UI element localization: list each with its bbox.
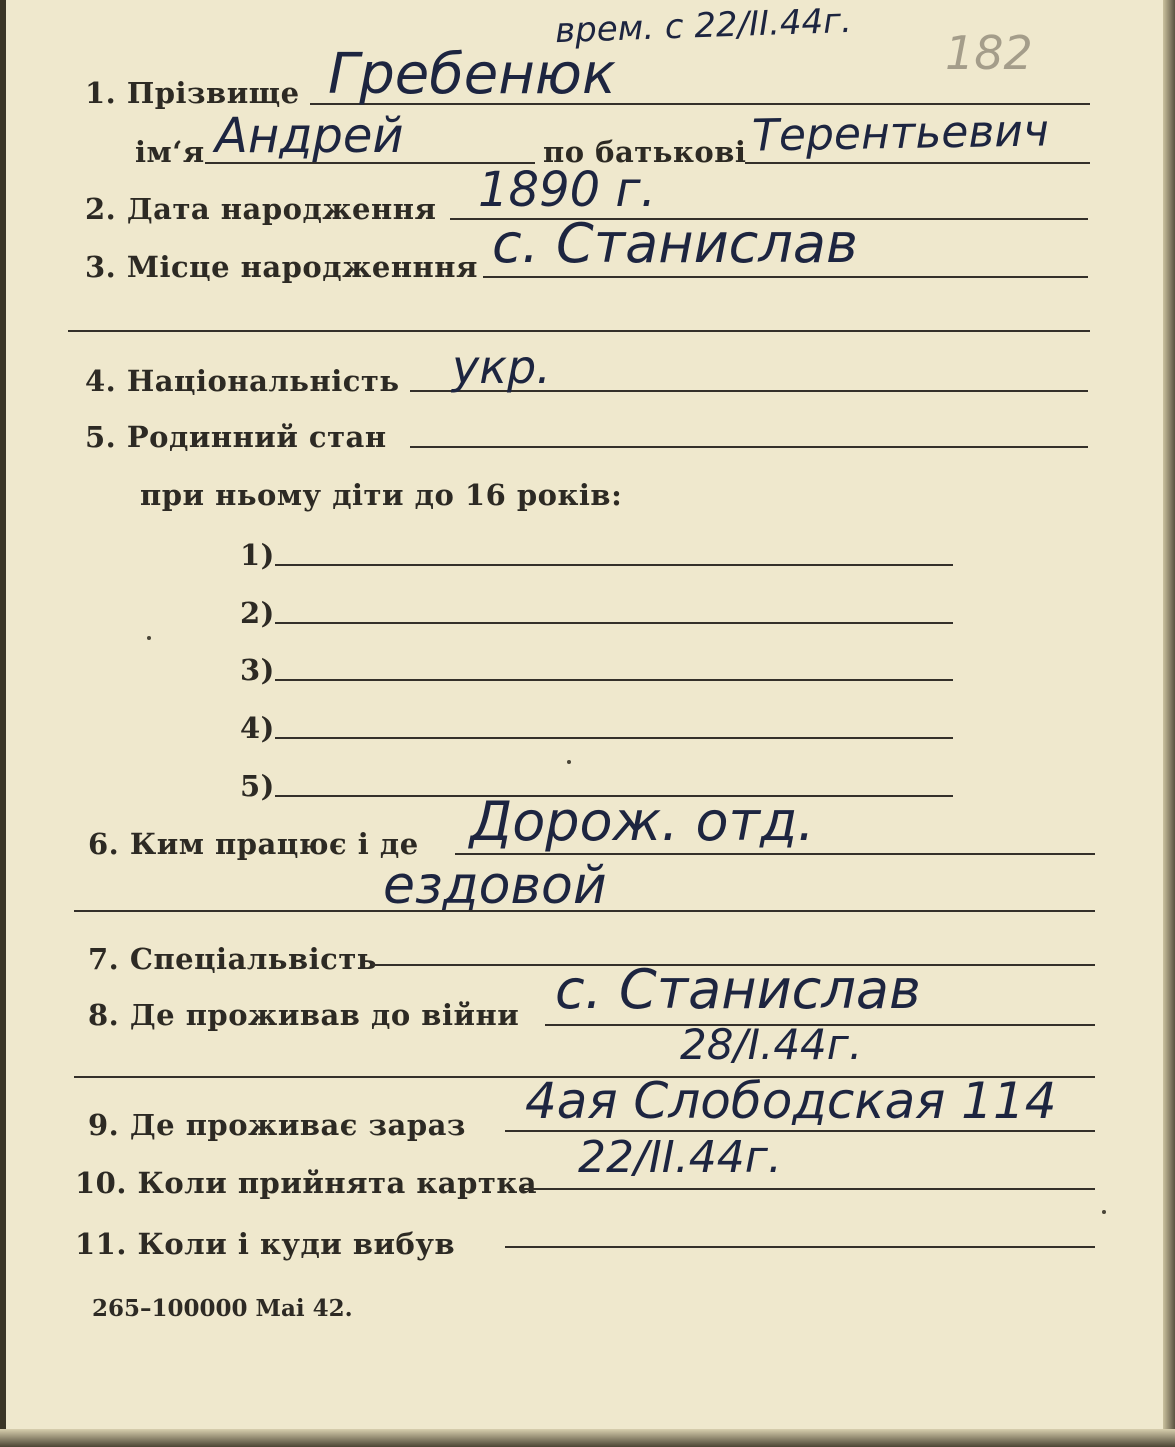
child-3-label: 3) [240, 653, 275, 687]
child-4-label: 4) [240, 711, 275, 745]
marital-status-label: 5. Родинний стан [85, 420, 387, 454]
card-accepted-line [520, 1188, 1095, 1190]
birth-date-label: 2. Дата народження [85, 192, 437, 226]
card-edge-bottom [0, 1429, 1175, 1447]
nationality-label: 4. Національність [85, 364, 400, 398]
current-residence-label: 9. Де проживає зараз [88, 1108, 466, 1142]
child-1-line [275, 564, 953, 566]
card-accepted-label: 10. Коли прийнята картка [75, 1166, 538, 1200]
child-1-label: 1) [240, 538, 275, 572]
child-2-label: 2) [240, 596, 275, 630]
birth-place-line [483, 276, 1088, 278]
print-run-imprint: 265–100000 Mai 42. [92, 1295, 353, 1322]
birth-place-value: с. Станислав [492, 212, 858, 275]
corner-number: 182 [945, 26, 1033, 80]
child-3-line [275, 679, 953, 681]
card-edge-left [0, 0, 6, 1447]
paper-speck [567, 760, 571, 764]
prewar-residence-label: 8. Де проживав до війни [88, 998, 520, 1032]
occupation-line [455, 853, 1095, 855]
name-value: Андрей [215, 108, 404, 164]
departure-line [505, 1246, 1095, 1248]
birth-place-line-2 [68, 330, 1090, 332]
departure-label: 11. Коли і куди вибув [75, 1227, 456, 1261]
nationality-value: укр. [452, 340, 551, 394]
surname-label: 1. Прізвище [85, 76, 300, 110]
birth-date-value: 1890 г. [478, 162, 656, 218]
patronymic-value: Терентьевич [751, 105, 1050, 162]
name-label: ім‘я [135, 135, 205, 169]
child-2-line [275, 622, 953, 624]
paper-speck [147, 636, 151, 640]
occupation-value-2: ездовой [383, 856, 607, 916]
card-accepted-value: 22/II.44г. [578, 1132, 782, 1183]
surname-value: Гребенюк [328, 42, 616, 107]
top-note: врем. с 22/II.44г. [554, 0, 853, 52]
occupation-value-1: Дорож. отд. [470, 790, 815, 853]
birth-place-label: 3. Місце народженння [85, 250, 478, 284]
child-4-line [275, 737, 953, 739]
paper-speck [1102, 1210, 1106, 1214]
specialty-label: 7. Спеціальвість [88, 942, 377, 976]
children-label: при ньому діти до 16 років: [140, 478, 623, 512]
patronymic-line [745, 162, 1090, 164]
prewar-date-value: 28/I.44г. [680, 1020, 863, 1069]
child-5-label: 5) [240, 769, 275, 803]
card-edge-right [1163, 0, 1175, 1447]
marital-status-line [410, 446, 1088, 448]
patronymic-label: по батькові [543, 135, 747, 169]
current-residence-value: 4ая Слободская 114 [525, 1072, 1057, 1130]
occupation-label: 6. Ким працює і де [88, 827, 419, 861]
prewar-residence-value: с. Станислав [555, 958, 921, 1021]
